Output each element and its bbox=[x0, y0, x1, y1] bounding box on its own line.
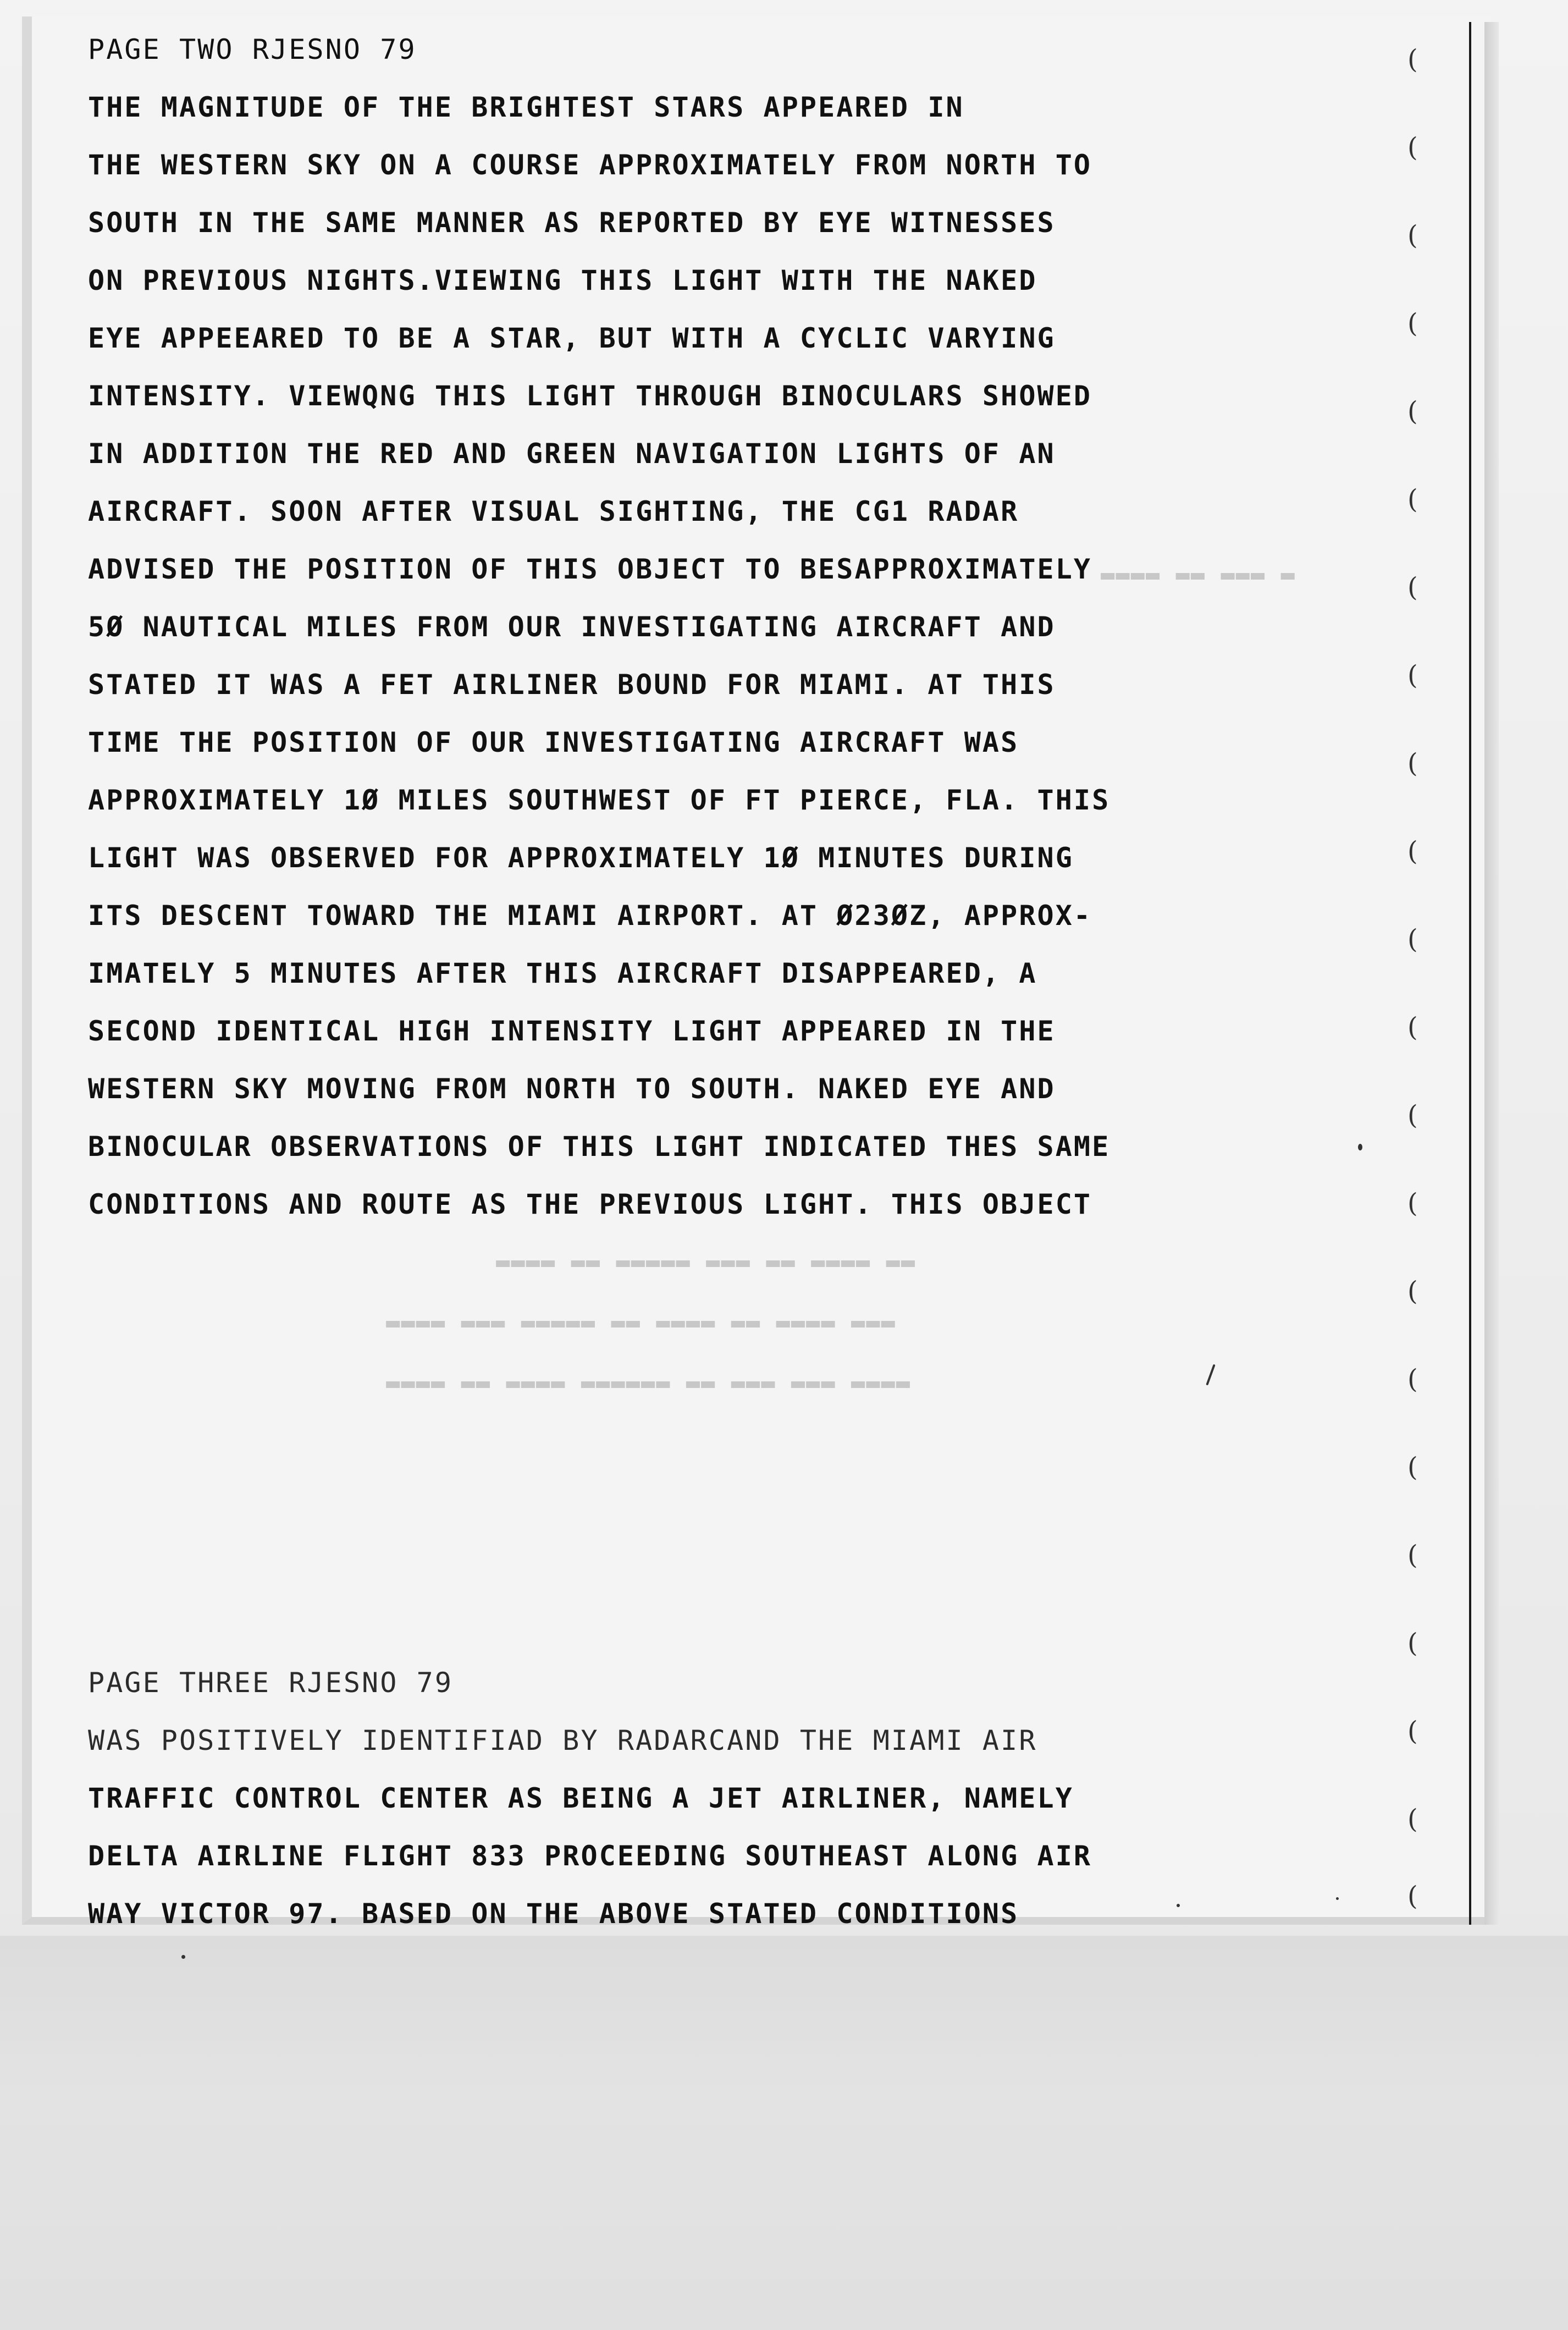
body-line: ON PREVIOUS NIGHTS.VIEWING THIS LIGHT WITH THE NAKED bbox=[88, 265, 1037, 296]
tractor-mark: ( bbox=[1407, 1804, 1418, 1835]
tractor-mark: ( bbox=[1407, 220, 1418, 251]
body-line: WAY VICTOR 97. BASED ON THE ABOVE STATED CONDITIONS bbox=[88, 1898, 1019, 1930]
body-line: 5Ø NAUTICAL MILES FROM OUR INVESTIGATING AIRCRAFT AND bbox=[88, 611, 1056, 643]
body-line: CONDITIONS AND ROUTE AS THE PREVIOUS LIGHT. THIS OBJECT bbox=[88, 1188, 1092, 1220]
page-two-section bbox=[88, 21, 1407, 1233]
body-line: EYE APPEEARED TO BE A STAR, BUT WITH A CYCLIC VARYING bbox=[88, 322, 1056, 354]
body-line: INTENSITY. VIEWQNG THIS LIGHT THROUGH BINOCULARS SHOWED bbox=[88, 380, 1092, 412]
show-through-ghost-text: ▬ ▬▬▬ ▬▬ ▬▬▬▬ bbox=[1100, 561, 1295, 588]
body-line: IN ADDITION THE RED AND GREEN NAVIGATION LIGHTS OF AN bbox=[88, 438, 1056, 470]
show-through-ghost-text: ▬▬▬▬ ▬▬▬ ▬▬▬ ▬▬ ▬▬▬▬▬▬ ▬▬▬▬ ▬▬ ▬▬▬▬ bbox=[385, 1369, 910, 1396]
body-line: BINOCULAR OBSERVATIONS OF THIS LIGHT INDICATED THES SAME bbox=[88, 1131, 1111, 1163]
page-three-header: PAGE THREE RJESNO 79 bbox=[88, 1667, 454, 1699]
show-through-ghost-text: ▬▬ ▬▬▬▬ ▬▬ ▬▬▬ ▬▬▬▬▬ ▬▬ ▬▬▬▬ bbox=[495, 1248, 915, 1275]
body-line: IMATELY 5 MINUTES AFTER THIS AIRCRAFT DISAPPEARED, A bbox=[88, 957, 1037, 989]
body-line: SECOND IDENTICAL HIGH INTENSITY LIGHT APPEARED IN THE bbox=[88, 1015, 1056, 1047]
tractor-mark: ( bbox=[1407, 1452, 1418, 1483]
tractor-mark: ( bbox=[1407, 132, 1418, 163]
tractor-mark: ( bbox=[1407, 572, 1418, 603]
show-through-ghost-text: ▬▬▬ ▬▬▬▬ ▬▬ ▬▬▬▬ ▬▬ ▬▬▬▬▬ ▬▬▬ ▬▬▬▬ bbox=[385, 1309, 895, 1336]
tractor-mark: ( bbox=[1407, 1100, 1418, 1131]
scan-speck bbox=[1177, 1904, 1180, 1907]
tractor-mark: ( bbox=[1407, 660, 1418, 691]
page-three-section bbox=[88, 1654, 1407, 1943]
tractor-mark: ( bbox=[1407, 44, 1418, 75]
tractor-mark: ( bbox=[1407, 1716, 1418, 1747]
body-line: STATED IT WAS A FET AIRLINER BOUND FOR MIAMI. AT THIS bbox=[88, 669, 1056, 701]
body-line: WAS POSITIVELY IDENTIFIAD BY RADARCAND THE MIAMI AIR bbox=[88, 1725, 1037, 1756]
page-edge-shadow bbox=[1484, 22, 1499, 1925]
tractor-mark: ( bbox=[1407, 1364, 1418, 1395]
body-line: APPROXIMATELY 1Ø MILES SOUTHWEST OF FT PIERCE, FLA. THIS bbox=[88, 784, 1111, 816]
body-line: LIGHT WAS OBSERVED FOR APPROXIMATELY 1Ø MINUTES DURING bbox=[88, 842, 1074, 874]
tractor-mark: ( bbox=[1407, 924, 1418, 955]
body-line: DELTA AIRLINE FLIGHT 833 PROCEEDING SOUTHEAST ALONG AIR bbox=[88, 1840, 1092, 1872]
page-two-header: PAGE TWO RJESNO 79 bbox=[88, 34, 417, 65]
tractor-mark: ( bbox=[1407, 308, 1418, 339]
body-line: SOUTH IN THE SAME MANNER AS REPORTED BY EYE WITNESSES bbox=[88, 207, 1056, 239]
tractor-mark: ( bbox=[1407, 1628, 1418, 1659]
scan-lower-margin bbox=[0, 1936, 1568, 2330]
scan-speck bbox=[1358, 1144, 1362, 1150]
tractor-mark: ( bbox=[1407, 484, 1418, 515]
body-line: TRAFFIC CONTROL CENTER AS BEING A JET AIRLINER, NAMELY bbox=[88, 1782, 1074, 1814]
page-edge-rule bbox=[1469, 22, 1471, 1925]
body-line: AIRCRAFT. SOON AFTER VISUAL SIGHTING, THE CG1 RADAR bbox=[88, 495, 1019, 527]
body-line: ITS DESCENT TOWARD THE MIAMI AIRPORT. AT Ø23ØZ, APPROX- bbox=[88, 900, 1092, 932]
tractor-mark: ( bbox=[1407, 1540, 1418, 1571]
tractor-mark: ( bbox=[1407, 1276, 1418, 1307]
scan-speck bbox=[181, 1955, 185, 1959]
tractor-mark: ( bbox=[1407, 836, 1418, 867]
body-line: THE MAGNITUDE OF THE BRIGHTEST STARS APPEARED IN bbox=[88, 91, 964, 123]
body-line: THE WESTERN SKY ON A COURSE APPROXIMATELY FROM NORTH TO bbox=[88, 149, 1092, 181]
tractor-feed-marks bbox=[1407, 33, 1440, 1925]
body-line: ADVISED THE POSITION OF THIS OBJECT TO BESAPPROXIMATELY bbox=[88, 553, 1092, 585]
tractor-mark: ( bbox=[1407, 1881, 1418, 1912]
tractor-mark: ( bbox=[1407, 396, 1418, 427]
tractor-mark: ( bbox=[1407, 1012, 1418, 1043]
tractor-mark: ( bbox=[1407, 1188, 1418, 1219]
body-line: TIME THE POSITION OF OUR INVESTIGATING AIRCRAFT WAS bbox=[88, 726, 1019, 758]
scan-speck bbox=[1336, 1897, 1339, 1900]
body-line: WESTERN SKY MOVING FROM NORTH TO SOUTH. NAKED EYE AND bbox=[88, 1073, 1056, 1105]
tractor-mark: ( bbox=[1407, 748, 1418, 779]
